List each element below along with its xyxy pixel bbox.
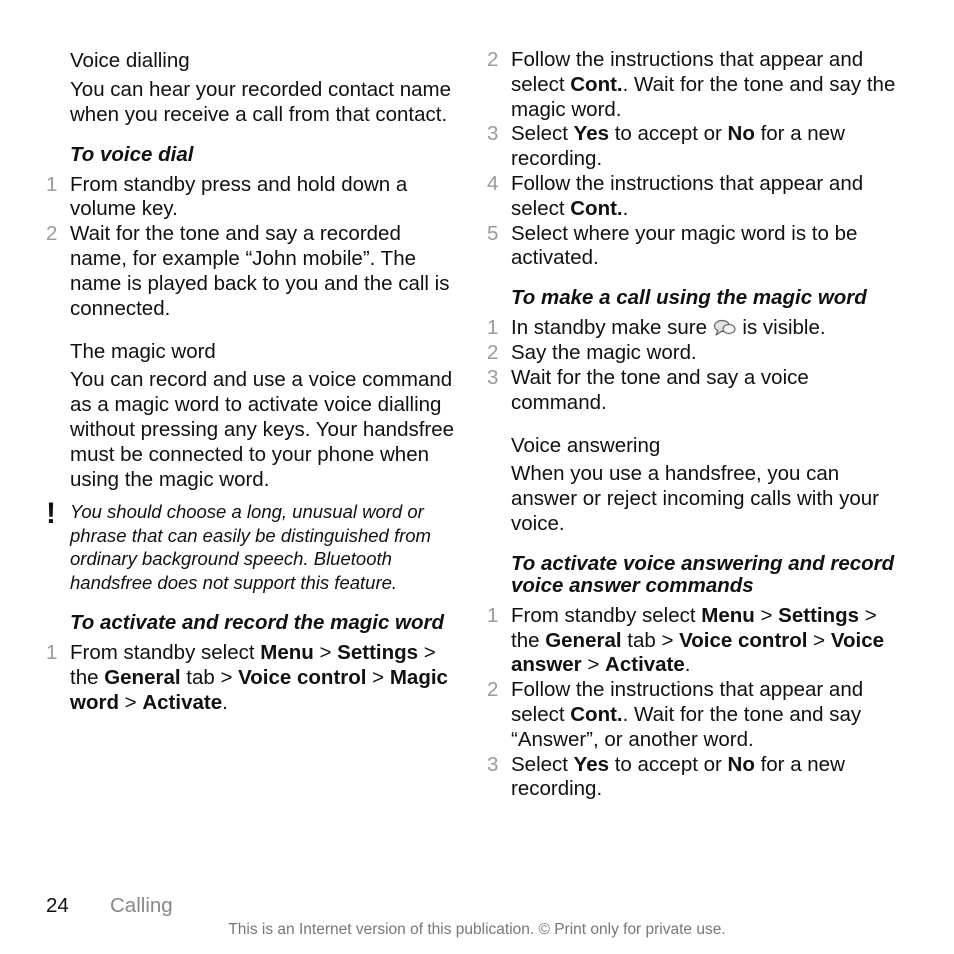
step-text: Follow the instructions that appear and select Cont.. (511, 171, 864, 220)
step-number: 3 (487, 752, 499, 776)
step-text: Follow the instructions that appear and select Cont.. Wait for the tone and say “Answer”, or another word. (511, 678, 864, 751)
menu-term: Menu (260, 641, 314, 665)
left-column (46, 48, 456, 716)
list-item (46, 173, 456, 223)
activate-term: Activate (605, 653, 685, 677)
page-number: 24 (46, 894, 69, 917)
yes-term: Yes (573, 122, 610, 146)
step-text: From standby select Menu > Settings > the General tab > Voice control > Voice answer > Activate. (511, 603, 885, 677)
list-item (487, 753, 907, 803)
step-number: 1 (46, 641, 58, 665)
magic-word-body: You can record and use a voice command as a magic word to activate voice dialling without pressing any keys. Your handsfree must be connected to your phone when using the magic word. (70, 368, 455, 491)
list-item (487, 604, 907, 678)
step-number: 1 (487, 603, 499, 627)
list-item (487, 316, 907, 341)
voice-answering-heading: Voice answering (511, 434, 661, 458)
voice-dialling-body: You can hear your recorded contact name when you receive a call from that contact. (70, 78, 452, 126)
settings-term: Settings (778, 603, 860, 627)
voice-control-term: Voice control (238, 666, 367, 690)
general-term: General (545, 628, 622, 652)
no-term: No (727, 752, 755, 776)
list-item (487, 341, 907, 366)
step-text: In standby make sure is visible. (511, 316, 826, 340)
activate-answering-subhead: To activate voice answering and record voice answer commands (511, 551, 895, 597)
step-number: 3 (487, 365, 499, 389)
step-text: Say the magic word. (511, 340, 697, 364)
make-call-subhead: To make a call using the magic word (511, 286, 867, 310)
step-text: Select Yes to accept or No for a new recording. (511, 122, 845, 171)
make-call-steps (487, 316, 907, 415)
note-box (46, 497, 456, 594)
yes-term: Yes (573, 752, 610, 776)
activate-magic-steps (46, 641, 456, 715)
speech-bubble-icon (713, 317, 737, 337)
section-name: Calling (110, 894, 173, 917)
cont-term: Cont. (570, 196, 623, 220)
list-item (487, 222, 907, 272)
right-column (487, 48, 907, 802)
step-number: 4 (487, 171, 499, 195)
step-number: 1 (46, 172, 58, 196)
step-number: 1 (487, 316, 499, 340)
step-number: 5 (487, 221, 499, 245)
note-text: You should choose a long, unusual word or phrase that can easily be distinguished from ordinary background speech. Bluetooth handsfree does not support this feature. (70, 501, 431, 593)
step-number: 2 (487, 678, 499, 702)
menu-term: Menu (701, 603, 755, 627)
step-text: From standby select Menu > Settings > the General tab > Voice control > Magic word > Activate. (70, 641, 448, 714)
step-number: 3 (487, 122, 499, 146)
voice-answering-body: When you use a handsfree, you can answer or reject incoming calls with your voice. (511, 462, 879, 535)
exclamation-icon: ! (46, 497, 56, 531)
step-text: From standby press and hold down a volume key. (70, 172, 408, 221)
no-term: No (727, 122, 755, 146)
list-item (487, 366, 907, 416)
activate-magic-subhead: To activate and record the magic word (70, 611, 445, 635)
step-number: 2 (487, 48, 499, 71)
magic-word-heading: The magic word (70, 340, 216, 364)
list-item (487, 48, 907, 122)
settings-term: Settings (337, 641, 419, 665)
step-text: Select where your magic word is to be activated. (511, 221, 858, 270)
to-voice-dial-subhead: To voice dial (70, 142, 194, 166)
cont-term: Cont. (570, 702, 623, 726)
activate-answering-steps (487, 604, 907, 802)
publication-notice: This is an Internet version of this publication. © Print only for private use. (228, 921, 726, 938)
list-item (46, 222, 456, 321)
list-item (487, 122, 907, 172)
step-text: Follow the instructions that appear and select Cont.. Wait for the tone and say the magic word. (511, 48, 896, 121)
step-text: Wait for the tone and say a recorded name, for example “John mobile”. The name is played back to you and the call is connected. (70, 222, 450, 320)
list-item (487, 678, 907, 752)
list-item (46, 641, 456, 715)
activate-term: Activate (142, 690, 223, 714)
voice-answer-term: Voice answer (511, 628, 885, 677)
cont-term: Cont. (570, 72, 623, 96)
magic-word-term: Magic word (70, 666, 448, 714)
voice-dial-steps (46, 173, 456, 322)
list-item (487, 172, 907, 222)
step-number: 2 (487, 340, 499, 364)
step-number: 2 (46, 222, 58, 246)
step-text: Wait for the tone and say a voice command. (511, 365, 809, 414)
step-text: Select Yes to accept or No for a new recording. (511, 752, 845, 801)
voice-control-term: Voice control (679, 628, 808, 652)
voice-dialling-heading: Voice dialling (70, 49, 190, 72)
general-term: General (104, 666, 181, 690)
magic-continued-steps (487, 48, 907, 271)
